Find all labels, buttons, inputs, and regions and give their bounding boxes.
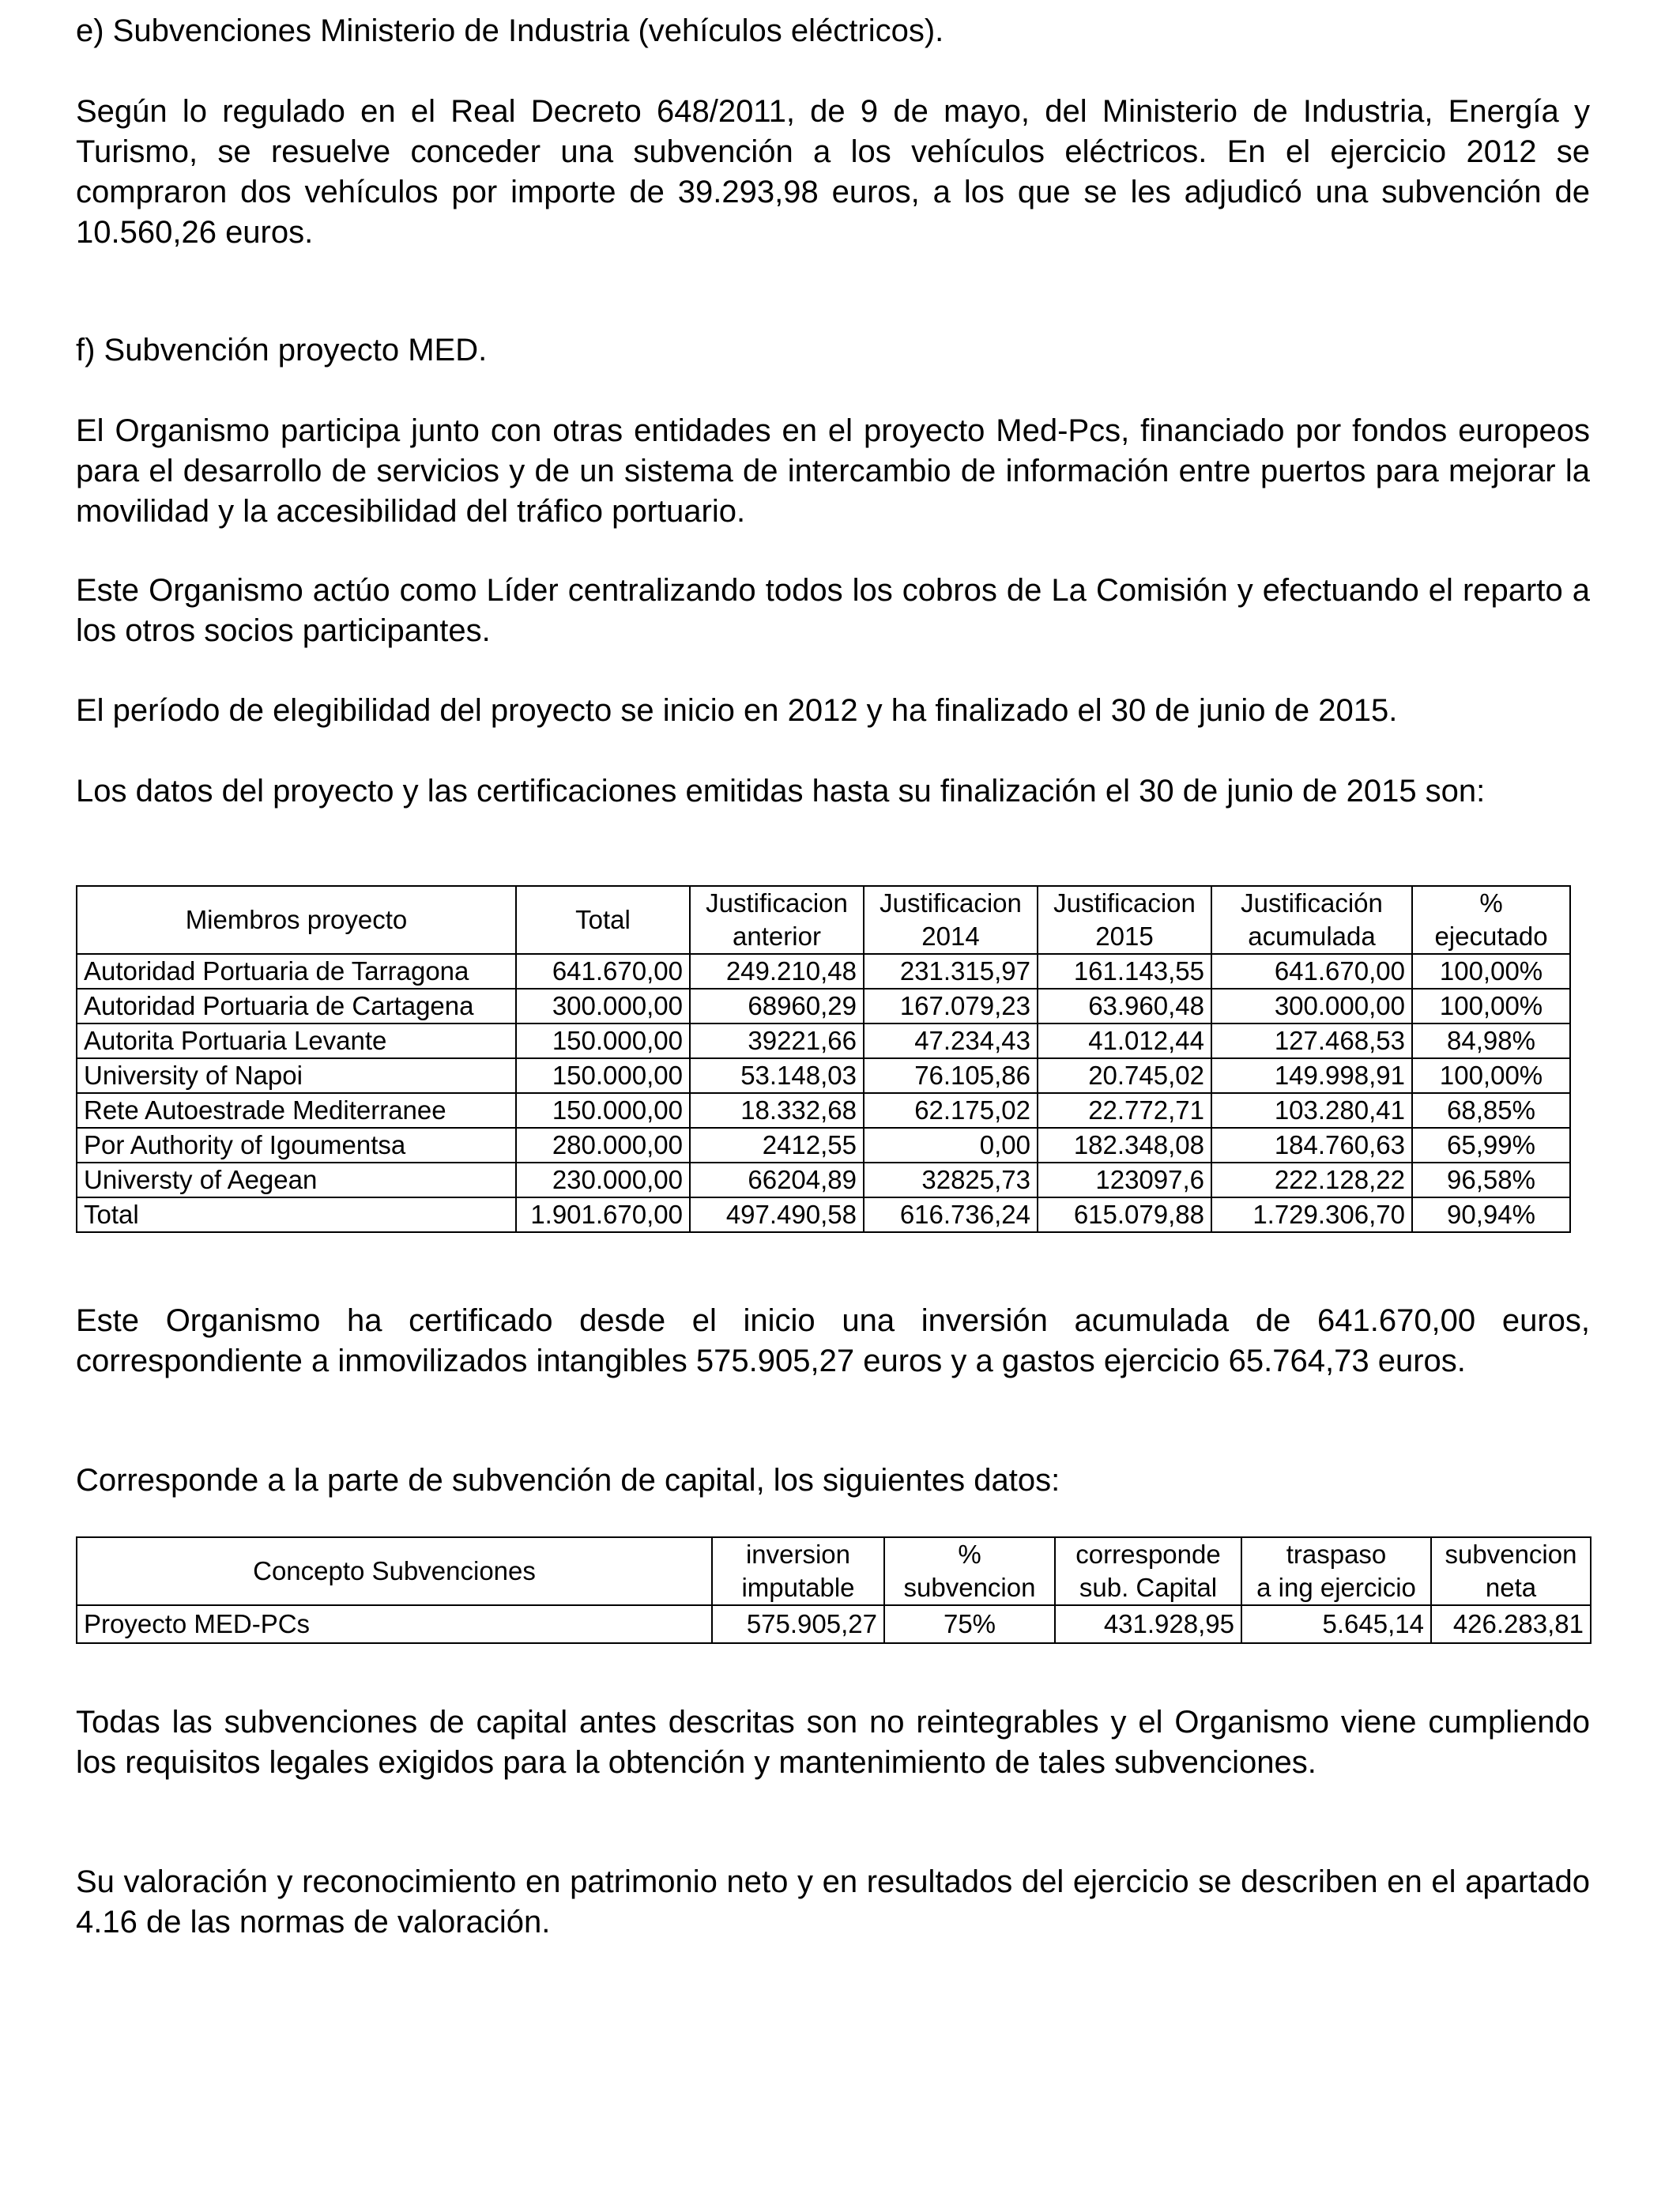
header-justificacion-2014-1: Justificacion <box>864 886 1038 920</box>
header-inversion-2: imputable <box>712 1571 884 1605</box>
table-row <box>77 989 1570 1023</box>
cell-acumulada: 641.670,00 <box>1211 954 1412 989</box>
cell-anterior: 249.210,48 <box>690 954 864 989</box>
cell-2015: 161.143,55 <box>1038 954 1211 989</box>
section-f-paragraph-4: Los datos del proyecto y las certificaciones emitidas hasta su finalización el 30 de junio de 2015 son: <box>76 774 1486 809</box>
header-subvencion-neta-1: subvencion <box>1431 1537 1591 1571</box>
header-corresponde-1: corresponde <box>1055 1537 1241 1571</box>
header-inversion-1: inversion <box>712 1537 884 1571</box>
cell-2014: 62.175,02 <box>864 1093 1038 1128</box>
cell-anterior: 39221,66 <box>690 1023 864 1058</box>
table-row <box>77 1163 1570 1197</box>
cell-subvencion-pct: 75% <box>884 1605 1055 1643</box>
table-row <box>77 1058 1570 1093</box>
cell-member: Total <box>77 1197 516 1232</box>
cell-member: Por Authority of Igoumentsa <box>77 1128 516 1163</box>
cell-2015: 63.960,48 <box>1038 989 1211 1023</box>
section-e-body: Según lo regulado en el Real Decreto 648/2011, de 9 de mayo, del Ministerio de Industria, Energía y Turismo, se resuelve conceder una subvención a los vehículos eléctricos. En el ejercicio 2012 se compraron dos vehículos por importe de 39.293,98 euros, a los que se les adjudicó una subvención de 10.560,26 euros. <box>76 94 1590 250</box>
section-f-paragraph-3: El período de elegibilidad del proyecto se inicio en 2012 y ha finalizado el 30 de junio de 2015. <box>76 693 1398 728</box>
table-header-row <box>77 1537 1591 1571</box>
header-justificacion-anterior-1: Justificacion <box>690 886 864 920</box>
section-f-paragraph-2: Este Organismo actúo como Líder centralizando todos los cobros de La Comisión y efectuando el reparto a los otros socios participantes. <box>76 573 1590 648</box>
cell-ejecutado: 100,00% <box>1412 989 1570 1023</box>
header-justificacion-2014-2: 2014 <box>864 920 1038 954</box>
cell-ejecutado: 100,00% <box>1412 1058 1570 1093</box>
paragraph-after-table-1: Este Organismo ha certificado desde el inicio una inversión acumulada de 641.670,00 euros, correspondiente a inmovilizados intangibles 575.905,27 euros y a gastos ejercicio 65.764,73 euros. <box>76 1303 1590 1378</box>
cell-2014: 47.234,43 <box>864 1023 1038 1058</box>
cell-ejecutado: 84,98% <box>1412 1023 1570 1058</box>
cell-2015: 20.745,02 <box>1038 1058 1211 1093</box>
cell-traspaso: 5.645,14 <box>1241 1605 1431 1643</box>
cell-total: 1.901.670,00 <box>516 1197 690 1232</box>
cell-2015: 615.079,88 <box>1038 1197 1211 1232</box>
header-justificacion-acumulada-1: Justificación <box>1211 886 1412 920</box>
cell-concepto: Proyecto MED-PCs <box>77 1605 712 1643</box>
table-row <box>77 1605 1591 1643</box>
cell-ejecutado: 68,85% <box>1412 1093 1570 1128</box>
table-row <box>77 954 1570 989</box>
cell-member: Autoridad Portuaria de Tarragona <box>77 954 516 989</box>
cell-anterior: 497.490,58 <box>690 1197 864 1232</box>
cell-subvencion-neta: 426.283,81 <box>1431 1605 1591 1643</box>
paragraph-before-table-2: Corresponde a la parte de subvención de capital, los siguientes datos: <box>76 1463 1060 1498</box>
cell-total: 230.000,00 <box>516 1163 690 1197</box>
header-ejecutado-1: % <box>1412 886 1570 920</box>
cell-ejecutado: 90,94% <box>1412 1197 1570 1232</box>
project-members-table <box>76 885 1571 1233</box>
cell-ejecutado: 100,00% <box>1412 954 1570 989</box>
table-row <box>77 1023 1570 1058</box>
cell-ejecutado: 65,99% <box>1412 1128 1570 1163</box>
cell-anterior: 18.332,68 <box>690 1093 864 1128</box>
header-ejecutado-2: ejecutado <box>1412 920 1570 954</box>
cell-acumulada: 1.729.306,70 <box>1211 1197 1412 1232</box>
header-total: Total <box>516 886 690 954</box>
header-justificacion-acumulada-2: acumulada <box>1211 920 1412 954</box>
cell-2014: 616.736,24 <box>864 1197 1038 1232</box>
cell-2014: 0,00 <box>864 1128 1038 1163</box>
cell-member: University of Napoi <box>77 1058 516 1093</box>
cell-acumulada: 149.998,91 <box>1211 1058 1412 1093</box>
header-justificacion-anterior-2: anterior <box>690 920 864 954</box>
cell-inversion: 575.905,27 <box>712 1605 884 1643</box>
cell-total: 150.000,00 <box>516 1023 690 1058</box>
cell-2014: 76.105,86 <box>864 1058 1038 1093</box>
cell-anterior: 53.148,03 <box>690 1058 864 1093</box>
cell-acumulada: 300.000,00 <box>1211 989 1412 1023</box>
section-f-paragraph-1: El Organismo participa junto con otras entidades en el proyecto Med-Pcs, financiado por fondos europeos para el desarrollo de servicios y de un sistema de intercambio de información entre puertos para mejorar la movilidad y la accesibilidad del tráfico portuario. <box>76 413 1590 529</box>
cell-acumulada: 222.128,22 <box>1211 1163 1412 1197</box>
table-header-row <box>77 886 1570 920</box>
header-subvencion-pct-2: subvencion <box>884 1571 1055 1605</box>
cell-anterior: 66204,89 <box>690 1163 864 1197</box>
cell-2015: 182.348,08 <box>1038 1128 1211 1163</box>
cell-total: 280.000,00 <box>516 1128 690 1163</box>
cell-2014: 32825,73 <box>864 1163 1038 1197</box>
header-justificacion-2015-2: 2015 <box>1038 920 1211 954</box>
section-f-title: f) Subvención proyecto MED. <box>76 333 488 368</box>
cell-total: 641.670,00 <box>516 954 690 989</box>
cell-member: Autoridad Portuaria de Cartagena <box>77 989 516 1023</box>
cell-total: 150.000,00 <box>516 1058 690 1093</box>
header-miembros-proyecto: Miembros proyecto <box>77 886 516 954</box>
header-traspaso-1: traspaso <box>1241 1537 1431 1571</box>
header-subvencion-neta-2: neta <box>1431 1571 1591 1605</box>
cell-member: Rete Autoestrade Mediterranee <box>77 1093 516 1128</box>
table-row <box>77 1128 1570 1163</box>
cell-corresponde: 431.928,95 <box>1055 1605 1241 1643</box>
cell-2014: 167.079,23 <box>864 989 1038 1023</box>
header-concepto-subvenciones: Concepto Subvenciones <box>77 1537 712 1605</box>
cell-acumulada: 184.760,63 <box>1211 1128 1412 1163</box>
cell-acumulada: 103.280,41 <box>1211 1093 1412 1128</box>
paragraph-after-table-2: Todas las subvenciones de capital antes descritas son no reintegrables y el Organismo viene cumpliendo los requisitos legales exigidos para la obtención y mantenimiento de tales subvenciones. <box>76 1705 1590 1780</box>
cell-anterior: 68960,29 <box>690 989 864 1023</box>
header-traspaso-2: a ing ejercicio <box>1241 1571 1431 1605</box>
cell-member: Autorita Portuaria Levante <box>77 1023 516 1058</box>
cell-ejecutado: 96,58% <box>1412 1163 1570 1197</box>
cell-2014: 231.315,97 <box>864 954 1038 989</box>
section-e-title: e) Subvenciones Ministerio de Industria (vehículos eléctricos). <box>76 13 944 48</box>
header-subvencion-pct-1: % <box>884 1537 1055 1571</box>
header-corresponde-2: sub. Capital <box>1055 1571 1241 1605</box>
closing-paragraph: Su valoración y reconocimiento en patrimonio neto y en resultados del ejercicio se describen en el apartado 4.16 de las normas de valoración. <box>76 1864 1590 1940</box>
cell-total: 150.000,00 <box>516 1093 690 1128</box>
header-justificacion-2015-1: Justificacion <box>1038 886 1211 920</box>
cell-2015: 41.012,44 <box>1038 1023 1211 1058</box>
table-row <box>77 1093 1570 1128</box>
cell-member: Universty of Aegean <box>77 1163 516 1197</box>
cell-2015: 123097,6 <box>1038 1163 1211 1197</box>
cell-total: 300.000,00 <box>516 989 690 1023</box>
cell-acumulada: 127.468,53 <box>1211 1023 1412 1058</box>
cell-2015: 22.772,71 <box>1038 1093 1211 1128</box>
cell-anterior: 2412,55 <box>690 1128 864 1163</box>
capital-subsidy-table <box>76 1536 1591 1644</box>
table-total-row <box>77 1197 1570 1232</box>
